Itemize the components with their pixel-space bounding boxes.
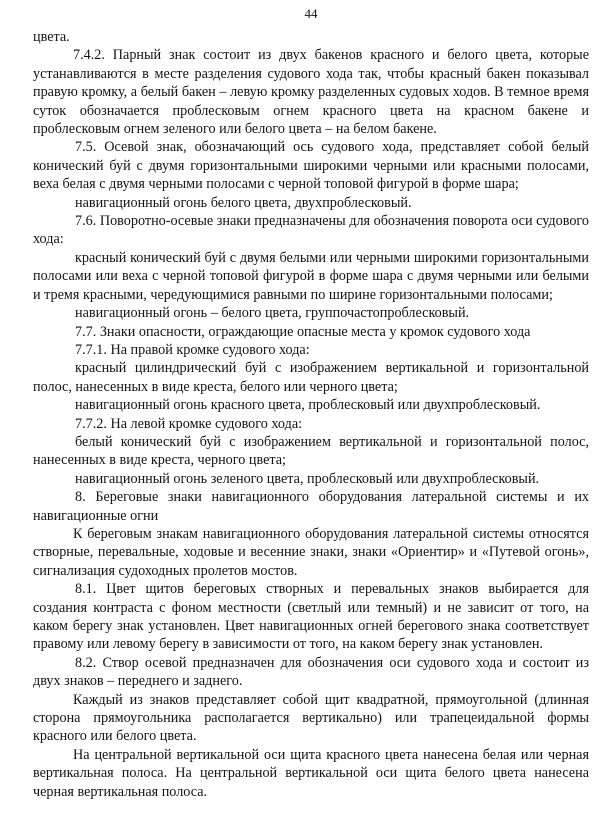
paragraph: Каждый из знаков представляет собой щит квадратной, прямоугольной (длинная сторона прямоугольника располагается вертикально) или трапецеидальной формы красного или белого цвета. (33, 691, 589, 745)
paragraph: 7.5. Осевой знак, обозначающий ось судового хода, представляет собой белый конический буй с двумя горизонтальными широкими черными или красными полосами, веха белая с двумя черными полосами с черной топовой фигурой в форме шара; (33, 139, 589, 193)
paragraph: 7.7. Знаки опасности, ограждающие опасные места у кромок судового хода (75, 323, 531, 340)
paragraph: К береговым знакам навигационного оборудования латеральной системы относятся створные, перевальные, ходовые и весенние знаки, знаки «Ориентир» и «Путевой огонь», сигнализация судоходных пролетов мостов. (33, 525, 589, 579)
paragraph: На центральной вертикальной оси щита красного цвета нанесена белая или черная вертикальная полоса. На центральной вертикальной оси щита белого цвета нанесена черная вертикальная полоса. (33, 746, 589, 800)
section-heading: 8. Береговые знаки навигационного оборудования латеральной системы и их навигационные огни (33, 489, 589, 524)
paragraph: красный цилиндрический буй с изображением вертикальной и горизонтальной полос, нанесенных в виде креста, белого или черного цвета; (33, 360, 589, 395)
paragraph: навигационный огонь красного цвета, проблесковый или двухпроблесковый. (75, 397, 541, 414)
paragraph: 7.7.1. На правой кромке судового хода: (75, 341, 310, 358)
paragraph: навигационный огонь белого цвета, двухпроблесковый. (75, 194, 412, 211)
paragraph: 7.4.2. Парный знак состоит из двух бакенов красного и белого цвета, которые устанавливаются в месте разделения судового хода так, чтобы красный бакен показывал правую кромку, а белый бакен – левую кромку разделенных судовых ходов. В темное время суток обозначается проблесковым огнем красного цвета на красном бакене и проблесковым огнем зеленого или белого цвета – на белом бакене. (33, 47, 589, 138)
paragraph: белый конический буй с изображением вертикальной и горизонтальной полос, нанесенных в виде креста, черного цвета; (33, 433, 589, 469)
paragraph: красный конический буй с двумя белыми или черными широкими горизонтальными полосами или веха с черной топовой фигурой в форме шара с двумя черными или белыми и тремя красными, чередующимися равными по ширине горизонтальными полосами; (33, 249, 589, 303)
paragraph: 8.2. Створ осевой предназначен для обозначения оси судового хода и состоит из двух знаков – переднего и заднего. (33, 654, 589, 690)
paragraph: навигационный огонь – белого цвета, группочастопроблесковый. (75, 305, 470, 322)
paragraph: 7.7.2. На левой кромке судового хода: (75, 415, 303, 432)
paragraph: 7.6. Поворотно-осевые знаки предназначены для обозначения поворота оси судового хода: (33, 213, 589, 248)
page-number: 44 (304, 6, 318, 21)
paragraph: цвета. (33, 29, 70, 45)
paragraph: навигационный огонь зеленого цвета, проблесковый или двухпроблесковый. (75, 470, 540, 487)
paragraph: 8.1. Цвет щитов береговых створных и перевальных знаков выбирается для создания контраста с фоном местности (светлый или темный) и не зависит от того, на каком берегу знак установлен. Цвет навигационных огней берегового знака соответствует правому или левому берегу в зависимости от того, на каком берегу знак установлен. (33, 581, 589, 653)
